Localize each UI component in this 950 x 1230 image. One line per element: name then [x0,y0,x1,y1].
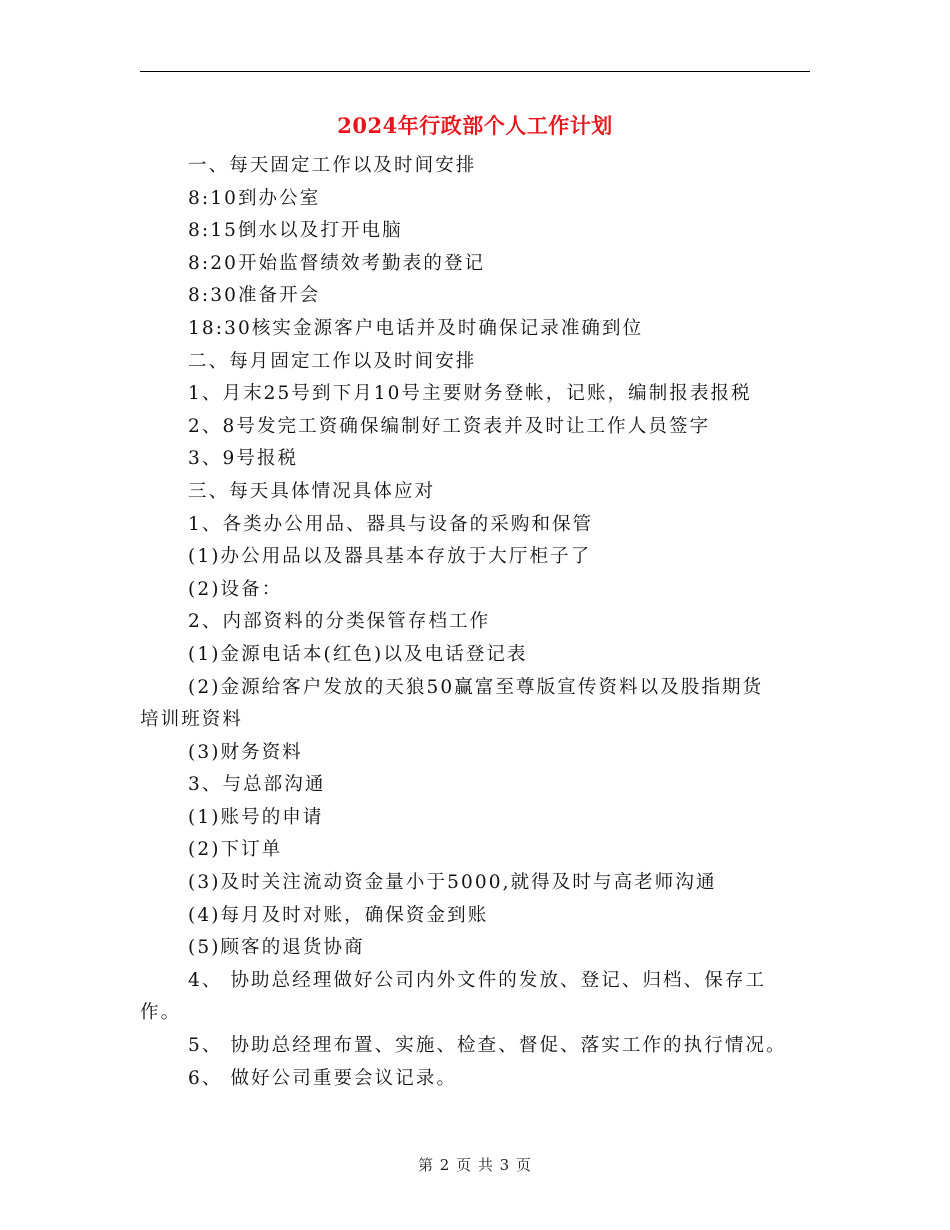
paragraph-line: (4)每月及时对账，确保资金到账 [188,904,489,926]
paragraph-line: 8:30准备开会 [188,285,321,307]
paragraph-line: (2)设备： [188,578,283,600]
header-rule [140,71,810,72]
paragraph-line: 5、 协助总经理布置、实施、检查、督促、落实工作的执行情况。 [188,1035,787,1057]
paragraph-line: 二、每月固定工作以及时间安排 [188,350,477,372]
paragraph-line: 6、 做好公司重要会议记录。 [188,1067,458,1089]
paragraph-line: (1)办公用品以及器具基本存放于大厅柜子了 [188,546,592,568]
paragraph-line: 8:20开始监督绩效考勤表的登记 [188,252,486,274]
paragraph-line: (5)顾客的退货协商 [188,937,365,959]
paragraph-line: 8:15倒水以及打开电脑 [188,220,403,242]
paragraph-continuation-line: 作。 [140,1002,182,1024]
paragraph-line: 4、 协助总经理做好公司内外文件的发放、登记、归档、保存工 [188,969,767,991]
paragraph-line: (3)财务资料 [188,741,303,763]
paragraph-line: 2、8号发完工资确保编制好工资表并及时让工作人员签字 [188,415,711,437]
paragraph-line: 2、内部资料的分类保管存档工作 [188,611,491,633]
paragraph-line: 一、每天固定工作以及时间安排 [188,155,477,176]
page-number-footer: 第 2 页 共 3 页 [418,1156,532,1174]
paragraph-continuation-line: 培训班资料 [140,709,244,731]
document-title: 2024年行政部个人工作计划 [337,113,613,138]
paragraph-line: 1、各类办公用品、器具与设备的采购和保管 [188,513,594,535]
paragraph-line: 三、每天具体情况具体应对 [188,480,436,502]
paragraph-line: (1)账号的申请 [188,806,324,828]
paragraph-line: (2)金源给客户发放的天狼50赢富至尊版宣传资料以及股指期货 [188,676,764,698]
paragraph-line: (2)下订单 [188,839,283,861]
paragraph-line: (1)金源电话本(红色)以及电话登记表 [188,643,528,665]
paragraph-line: 8:10到办公室 [188,187,321,209]
document-body [140,150,812,1095]
paragraph-line: 3、9号报税 [188,448,299,470]
paragraph-line: 18:30核实金源客户电话并及时确保记录准确到位 [188,317,644,339]
paragraph-line: (3)及时关注流动资金量小于5000,就得及时与高老师沟通 [188,872,717,894]
paragraph-line: 1、月末25号到下月10号主要财务登帐，记账，编制报表报税 [188,383,752,405]
paragraph-line: 3、与总部沟通 [188,774,326,796]
